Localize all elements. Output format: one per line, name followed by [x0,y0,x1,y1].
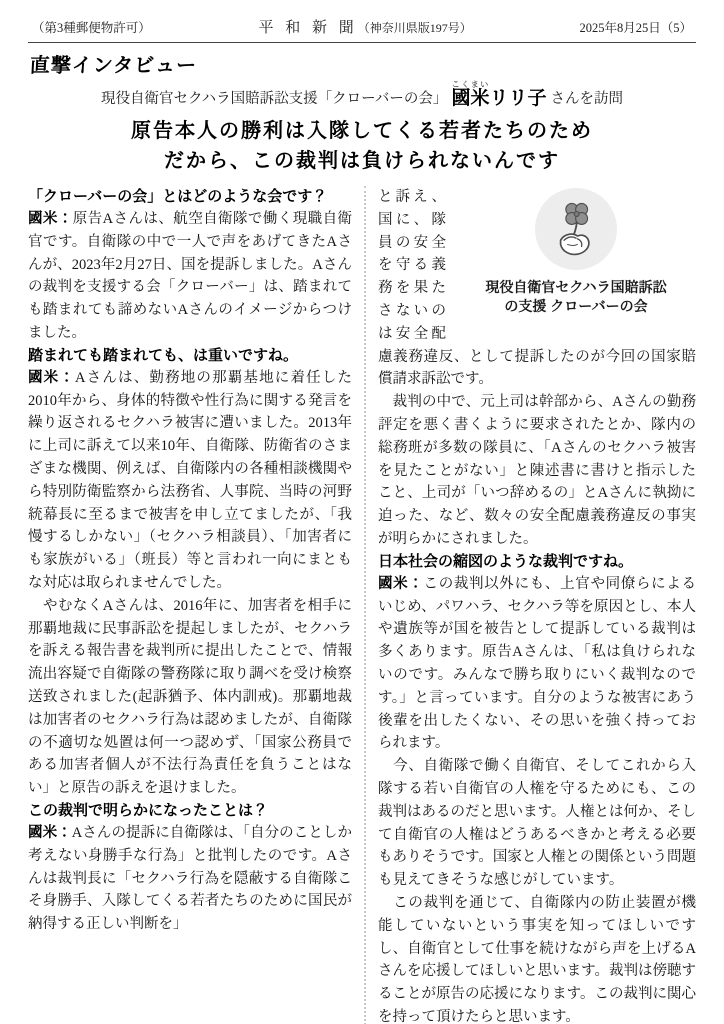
answer-text-1: 原告Aさんは、航空自衛隊で働く現職自衛官です。自衛隊の中で一人で声をあげてきたAさんが、2023年2月27日、国を提訴しました。Aさんの裁判を支援する会「クローバー」は、踏まれても踏まれても諦めないAさんのイメージからつけました。 [28,211,352,341]
logo-caption [456,278,696,316]
question-heading-4: 日本社会の縮図のような裁判ですね。 [378,552,634,570]
issue-date: 2025年8月25日（5） [579,21,692,35]
answer-paragraph-3 [28,822,352,936]
paper-name: 平 和 新 聞 [258,20,358,36]
answer-paragraph-4 [378,573,696,755]
postal-permit-note: （第3種郵便物許可） [32,21,151,35]
article-body [28,186,696,1024]
speaker-label: 國米： [28,369,76,386]
clover-club-logo [456,186,696,316]
subtitle-post: さんを訪問 [550,91,623,107]
left-column [28,186,366,1024]
body-paragraph-closing: この裁判を通じて、自衛隊内の防止装置が機能していないという事実を知ってほしいですし、自衛官として仕事を続けながら声を上げるAさんを応援してほしいと思います。裁判は傍聴することが原告の応援になります。この裁判に関心を持って頂けたらと思います。 [378,894,696,1024]
headline-line1: 原告本人の勝利は入隊してくる若者たちのため [131,120,593,142]
question-heading-2: 踏まれても踏まれても、は重いですね。 [28,346,299,364]
newspaper-title [258,16,471,37]
subtitle-pre: 現役自衛官セクハラ国賠訴訟支援「クローバーの会」 [101,91,448,107]
speaker-label: 國米： [28,824,72,841]
headline [28,116,696,176]
answer-text-4: この裁判以外にも、上官や同僚らによるいじめ、パワハラ、セクハラ等を原因とし、本人や遺族等が国を被告として提訴している裁判は多くあります。原告Aさんは、「私は負けられないのです。みんなで勝ち取りにいく裁判なのです。」と言っています。自分のような被害にあう後輩を出したくない、その思いを強く持っておられます。 [378,575,697,752]
masthead [28,14,696,43]
interviewee-surname: 國米 [451,88,490,109]
interviewee-name [451,80,546,108]
body-paragraph-3: やむなくAさんは、2016年に、加害者を相手に那覇地裁に民事訴訟を提起しましたが、セクハラを訴える報告書を裁判所に提出したことで、情報流出容疑で自衛隊の警務隊に取り調べを受け検察送致されました(起訴猶予、体内訓戒)。那覇地裁は加害者のセクハラ行為は認めましたが、自衛隊の不適切な処置は何一つ認めず、「国家公務員である加害者個人が不法行為責任を負うことはない」と原告の訴えを退けました。 [28,597,352,797]
right-column [366,186,696,1024]
speaker-label: 國米： [28,211,73,227]
paper-edition: （神奈川県版197号） [357,21,472,35]
answer-paragraph-1 [28,208,352,345]
question-heading-3: この裁判で明らかになったことは？ [28,801,269,819]
interviewee-given-name: リリ子 [489,88,547,109]
headline-line2: だから、この裁判は負けられないんです [164,150,560,172]
body-paragraph-trial-facts: 裁判の中で、元上司は幹部から、Aさんの勤務評定を悪く書くように要求されたとか、隊内の総務班が多数の隊員に、「Aさんのセクハラ被害を見たことがない」と陳述書に書けと指示したこと、上司が「いつ辞めるの」とAさんに執拗に迫った、など、数々の安全配慮義務違反の事実が明らかにされました。 [378,394,696,547]
kicker-label: 直撃インタビュー [29,55,198,77]
speaker-label: 國米： [378,575,424,592]
answer-paragraph-2 [28,367,352,595]
body-paragraph-human-rights: 今、自衛隊で働く自衛官、そしてこれから入隊する若い自衛官の人権を守るためにも、この裁判はあるのだと思います。人権とは何か、そして自衛官の人権はどうあるべきかと考える必要もありそうです。国家と人権との関係という問題も見えてきそうな感じがしています。 [378,758,696,889]
question-heading-1: 「クローバーの会」とはどのような会です？ [28,188,328,205]
answer-text-2: Aさんは、勤務地の那覇基地に着任した2010年から、身体的特徴や性行為に関する発言を繰り返されるセクハラ被害に遭いました。2013年に上司に訴えて以来10年、自衛隊、防衛省のさまざまな機関、例えば、自衛隊内の各種相談機関やら特別防衛監察から法務省、人事院、当時の河野統幕長に至るまで被害を申し立てましたが、「我慢するしかない」（セクハラ相談員）、「加害者にも家族がいる」（班長）等と言われ一向にまともな対応は取られませんでした。 [28,369,352,591]
hand-holding-clover-icon [535,188,617,270]
body-paragraph-continuation: と訴え、国に、隊員の安全を守る義務を果たさないのは安全配慮義務違反、として提訴したのが今回の国家賠償請求訴訟です。 [378,189,696,388]
logo-caption-line1: 現役自衛官セクハラ国賠訴訟 [485,279,667,295]
logo-caption-line2: の支援 クローバーの会 [504,298,648,314]
furigana: こくまい [451,80,490,89]
subtitle [28,80,696,108]
answer-text-3: Aさんの提訴に自衛隊は、「自分のことしか考えない身勝手な行為」と批判したのです。Aさんは裁判長に「セクハラ行為を隠蔽する自衛隊こそ身勝手、入隊してくる若者たちのために国民が納得する正しい判断を」 [28,824,352,933]
